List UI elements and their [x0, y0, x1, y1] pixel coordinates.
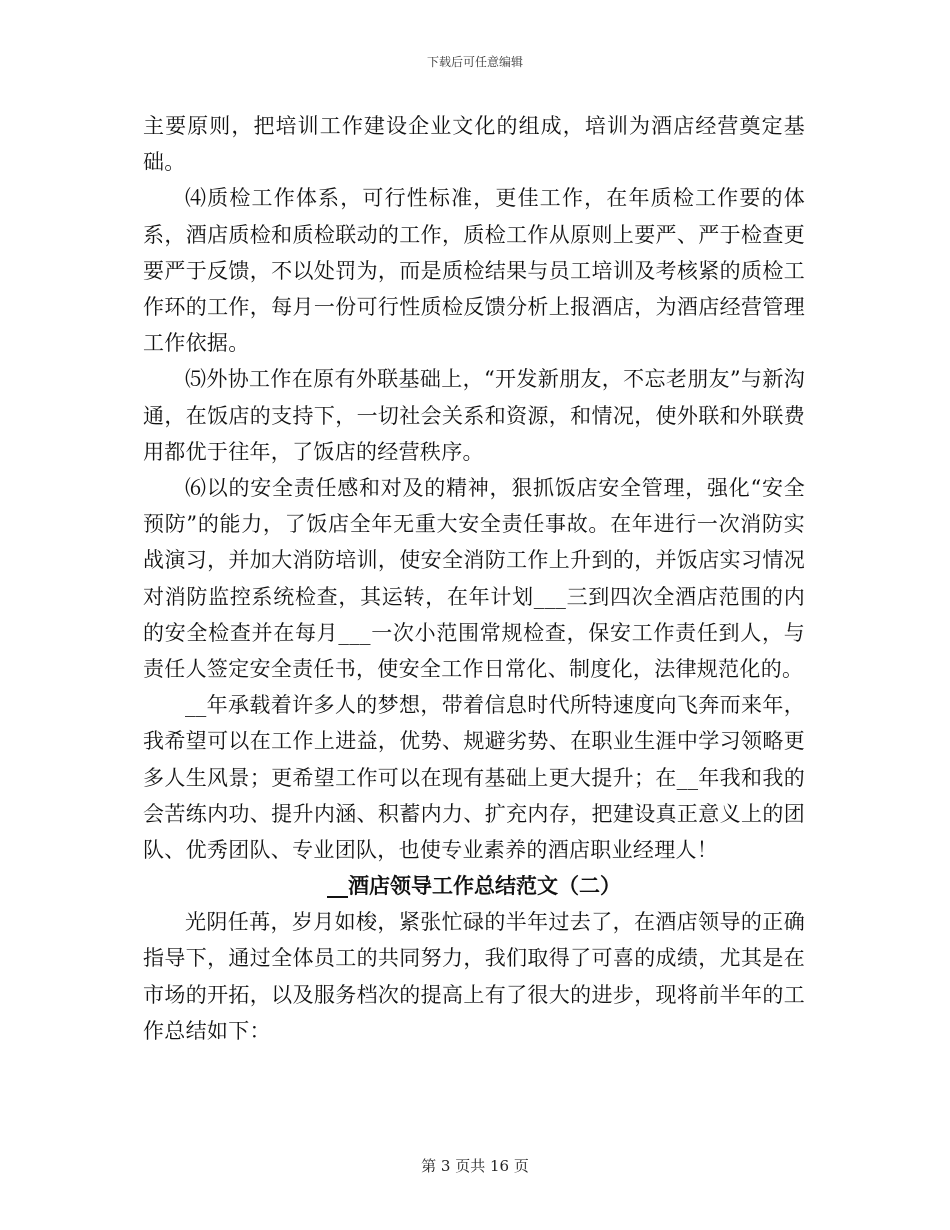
- paragraph-quality-check: ⑷质检工作体系，可行性标准，更佳工作，在年质检工作要的体系，酒店质检和质检联动的工作，质检工作从原则上要严、严于检查更要严于反馈，不以处罚为，而是质检结果与员工培训及考核紧的质检工作环的工作，每月一份可行性质检反馈分析上报酒店，为酒店经营管理工作依据。: [143, 186, 805, 356]
- paragraph-external-affairs: ⑸外协工作在原有外联基础上，“开发新朋友，不忘老朋友”与新沟通，在饭店的支持下，一切社会关系和资源，和情况，使外联和外联费用都优于往年，了饭店的经营秩序。: [143, 367, 805, 464]
- page-header: 下载后可任意编辑: [426, 55, 523, 69]
- document-body: [143, 108, 805, 1049]
- page-footer: 第 3 页共 16 页: [421, 1157, 529, 1175]
- paragraph-outlook: __年承载着许多人的梦想，带着信息时代所特速度向飞奔而来年，我希望可以在工作上进益，优势、规避劣势、在职业生涯中学习领略更多人生风景；更希望工作可以在现有基础上更大提升；在__年我和我的会苦练内功、提升内涵、积蓄内力、扩充内存，把建设真正意义上的团队、优秀团队、专业团队，也使专业素养的酒店职业经理人！: [143, 693, 805, 863]
- paragraph-safety: ⑹以的安全责任感和对及的精神，狠抓饭店安全管理，强化“安全预防”的能力，了饭店全年无重大安全责任事故。在年进行一次消防实战演习，并加大消防培训，使安全消防工作上升到的，并饭店实习情况对消防监控系统检查，其运转，在年计划___三到四次全酒店范围的内的安全检查并在每月___一次小范围常规检查，保安工作责任到人，与责任人签定安全责任书，使安全工作日常化、制度化，法律规范化的。: [143, 476, 805, 682]
- section-title: __酒店领导工作总结范文（二）: [327, 874, 621, 899]
- paragraph-training: 主要原则，把培训工作建设企业文化的组成，培训为酒店经营奠定基础。: [143, 114, 805, 175]
- paragraph-summary-intro: 光阴任苒，岁月如梭，紧张忙碌的半年过去了，在酒店领导的正确指导下，通过全体员工的共同努力，我们取得了可喜的成绩，尤其是在市场的开拓，以及服务档次的提高上有了很大的进步，现将前半年的工作总结如下：: [143, 910, 805, 1043]
